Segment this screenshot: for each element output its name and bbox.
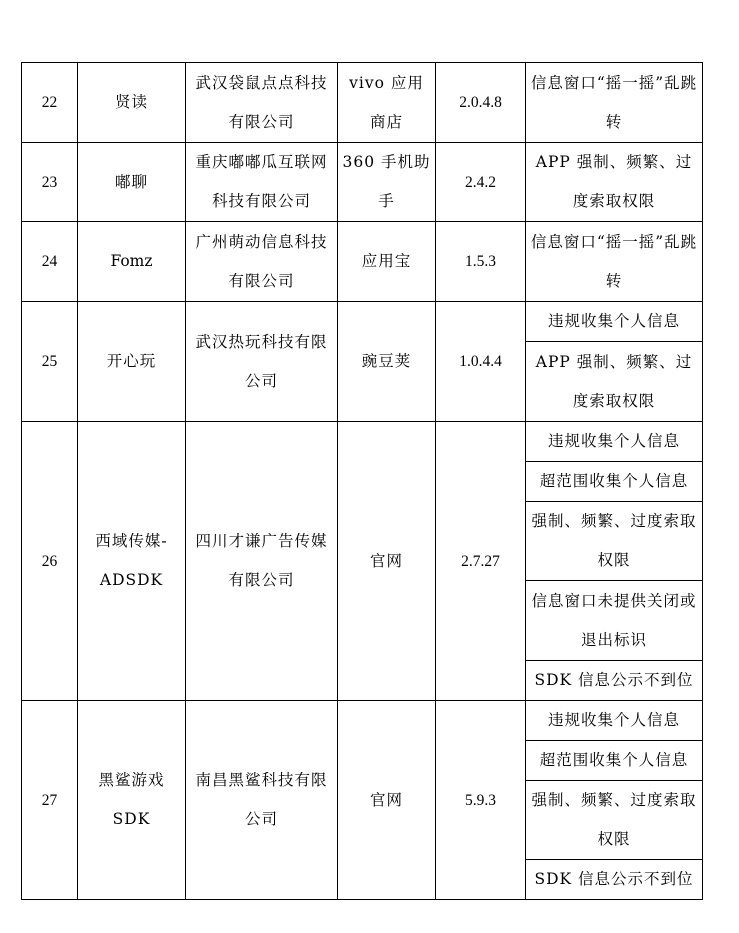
app-version: 1.0.4.4: [436, 302, 526, 422]
issue-cell: 违规收集个人信息: [526, 422, 703, 462]
app-version: 5.9.3: [436, 701, 526, 900]
table-row: [22, 63, 703, 143]
row-number: 22: [22, 63, 78, 143]
app-name: Fomz: [78, 222, 186, 302]
developer-company: 重庆嘟嘟瓜互联网科技有限公司: [186, 143, 338, 222]
developer-company: 南昌黑鲨科技有限公司: [186, 701, 338, 900]
download-source: 应用宝: [338, 222, 436, 302]
developer-company: 武汉袋鼠点点科技有限公司: [186, 63, 338, 143]
download-source: 360 手机助手: [338, 143, 436, 222]
issue-cell: 信息窗口“摇一摇”乱跳转: [526, 222, 703, 302]
app-name: 黑鲨游戏SDK: [78, 701, 186, 900]
developer-company: 广州萌动信息科技有限公司: [186, 222, 338, 302]
download-source: 豌豆荚: [338, 302, 436, 422]
app-name: 开心玩: [78, 302, 186, 422]
table-row: [22, 143, 703, 222]
issue-cell: SDK 信息公示不到位: [526, 661, 703, 701]
issue-cell: 强制、频繁、过度索取权限: [526, 781, 703, 860]
issue-cell: 超范围收集个人信息: [526, 741, 703, 781]
table-row: [22, 701, 703, 741]
table-row: [22, 302, 703, 342]
app-version: 1.5.3: [436, 222, 526, 302]
row-number: 27: [22, 701, 78, 900]
app-name: 西域传媒-ADSDK: [78, 422, 186, 701]
issue-cell: APP 强制、频繁、过度索取权限: [526, 143, 703, 222]
issue-cell: 强制、频繁、过度索取权限: [526, 502, 703, 581]
app-name: 嘟聊: [78, 143, 186, 222]
table-row: [22, 422, 703, 462]
app-version: 2.7.27: [436, 422, 526, 701]
row-number: 26: [22, 422, 78, 701]
row-number: 25: [22, 302, 78, 422]
developer-company: 武汉热玩科技有限公司: [186, 302, 338, 422]
violations-table: [21, 62, 703, 900]
download-source: 官网: [338, 422, 436, 701]
app-version: 2.4.2: [436, 143, 526, 222]
developer-company: 四川才谦广告传媒有限公司: [186, 422, 338, 701]
issue-cell: 信息窗口未提供关闭或退出标识: [526, 581, 703, 661]
issue-cell: SDK 信息公示不到位: [526, 860, 703, 900]
app-name: 贤读: [78, 63, 186, 143]
download-source: vivo 应用商店: [338, 63, 436, 143]
issue-cell: 超范围收集个人信息: [526, 462, 703, 502]
row-number: 24: [22, 222, 78, 302]
issue-cell: 信息窗口“摇一摇”乱跳转: [526, 63, 703, 143]
issue-cell: APP 强制、频繁、过度索取权限: [526, 342, 703, 422]
app-version: 2.0.4.8: [436, 63, 526, 143]
issue-cell: 违规收集个人信息: [526, 302, 703, 342]
issue-cell: 违规收集个人信息: [526, 701, 703, 741]
download-source: 官网: [338, 701, 436, 900]
row-number: 23: [22, 143, 78, 222]
table-row: [22, 222, 703, 302]
